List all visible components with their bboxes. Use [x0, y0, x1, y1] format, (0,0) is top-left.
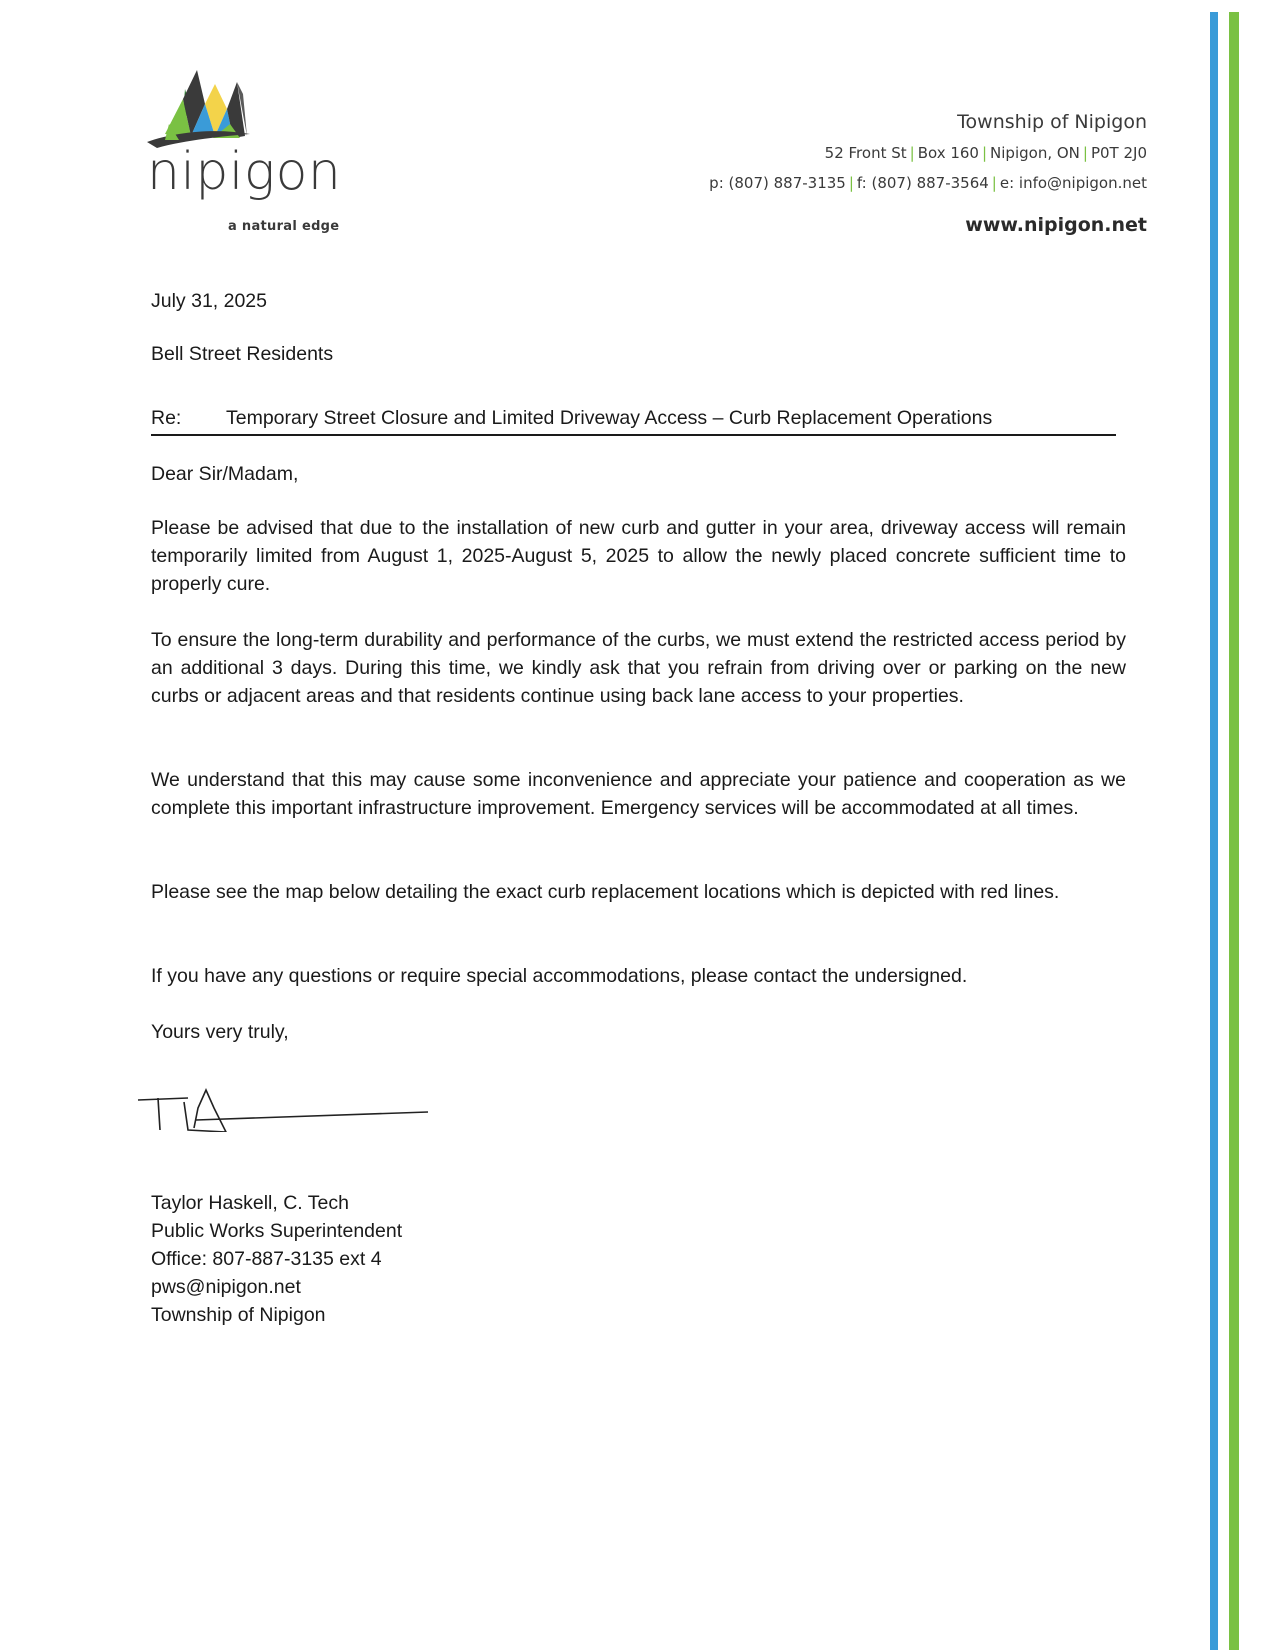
address-city: Nipigon, ON [990, 144, 1080, 162]
signatory-organization: Township of Nipigon [151, 1304, 326, 1326]
contact-phone: p: (807) 887-3135 [709, 174, 846, 192]
blue-border-stripe [1210, 12, 1218, 1650]
paragraph-extension: To ensure the long-term durability and performance of the curbs, we must extend the restricted access period by an additional 3 days. During this time, we kindly ask that you refrain from driving over or parking on the new curbs or adjacent areas and that residents continue using back lane access to your properties. [151, 629, 1126, 707]
separator: | [981, 144, 988, 162]
salutation: Dear Sir/Madam, [151, 463, 299, 485]
separator: | [991, 174, 997, 192]
letter-date: July 31, 2025 [151, 290, 268, 312]
paragraph-access-limited: Please be advised that due to the installation of new curb and gutter in your area, driveway access will remain temporarily limited from August 1, 2025-August 5, 2025 to allow the newly placed concrete sufficient time to properly cure. [151, 517, 1126, 595]
signatory-name: Taylor Haskell, C. Tech [151, 1192, 349, 1214]
letterhead-website[interactable]: www.nipigon.net [965, 214, 1147, 236]
letterhead-address [825, 144, 1147, 162]
address-box: Box 160 [917, 144, 979, 162]
separator: | [848, 174, 854, 192]
subject-label: Re: [151, 407, 182, 429]
address-street: 52 Front St [824, 144, 907, 162]
paragraph-questions: If you have any questions or require special accommodations, please contact the undersigned. [151, 965, 968, 987]
logo-wordmark: nipigon [147, 142, 342, 202]
letterhead-contact [709, 174, 1147, 192]
separator: | [1082, 144, 1088, 162]
contact-email[interactable]: e: info@nipigon.net [999, 174, 1147, 192]
signature-block [151, 1189, 402, 1329]
contact-fax: f: (807) 887-3564 [856, 174, 989, 192]
subject-text: Temporary Street Closure and Limited Driveway Access – Curb Replacement Operations [226, 407, 993, 429]
logo-tagline: a natural edge [228, 219, 340, 234]
closing: Yours very truly, [151, 1021, 289, 1043]
letter-recipient: Bell Street Residents [151, 343, 334, 365]
signatory-email[interactable]: pws@nipigon.net [151, 1276, 301, 1298]
paragraph-map-reference: Please see the map below detailing the exact curb replacement locations which is depicted with red lines. [151, 881, 1060, 903]
green-border-stripe [1229, 12, 1239, 1650]
paragraph-inconvenience: We understand that this may cause some inconvenience and appreciate your patience and cooperation as we complete this important infrastructure improvement. Emergency services will be accommodated at all times. [151, 769, 1126, 819]
signatory-office-phone: Office: 807-887-3135 ext 4 [151, 1248, 382, 1270]
subject-line [151, 404, 1116, 436]
handwritten-signature [136, 1088, 430, 1132]
signatory-title: Public Works Superintendent [151, 1220, 403, 1242]
separator: | [909, 144, 915, 162]
address-postal: P0T 2J0 [1090, 144, 1147, 162]
letterhead-organization: Township of Nipigon [957, 111, 1147, 133]
